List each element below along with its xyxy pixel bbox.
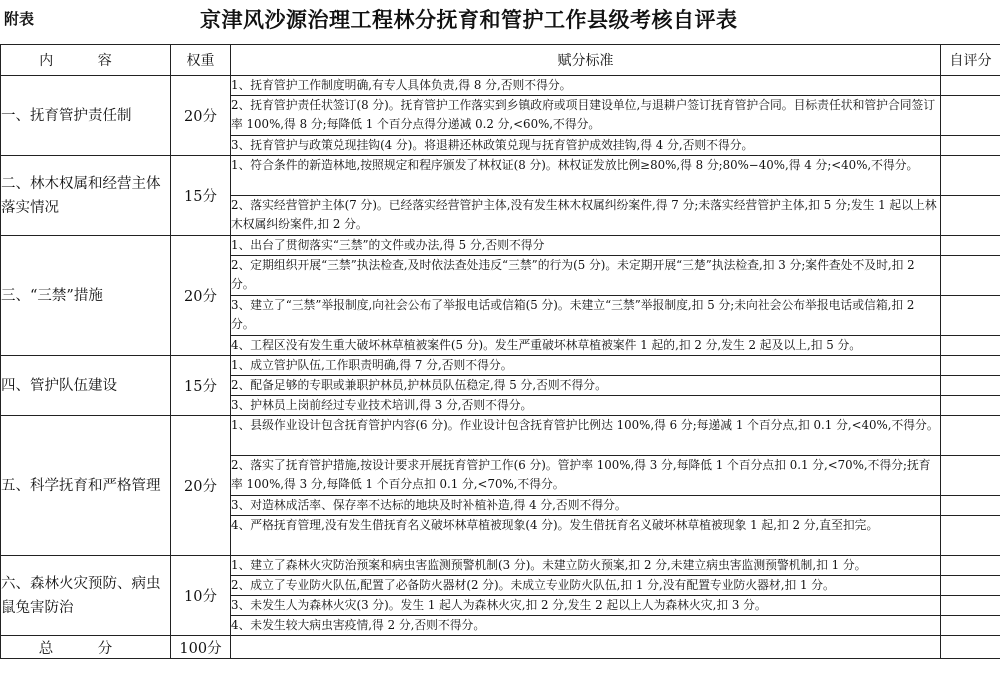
weight-cell: 10分: [171, 556, 231, 636]
self-score-cell[interactable]: [941, 376, 1000, 396]
header-row: [1, 45, 1000, 76]
criteria-cell: 2、定期组织开展“三禁”执法检查,及时依法查处违反“三禁”的行为(5 分)。未定期开展“三楚”执法检查,扣 3 分;案件查处不及时,扣 2 分。: [231, 256, 941, 296]
self-score-cell[interactable]: [941, 496, 1000, 516]
self-score-cell[interactable]: [941, 556, 1000, 576]
table-row: [1, 416, 1000, 456]
category-cell: 四、管护队伍建设: [1, 356, 171, 416]
self-score-cell[interactable]: [941, 236, 1000, 256]
category-cell: 三、“三禁”措施: [1, 236, 171, 356]
self-score-cell[interactable]: [941, 356, 1000, 376]
self-score-cell[interactable]: [941, 456, 1000, 496]
criteria-cell: 3、抚育管护与政策兑现挂钩(4 分)。将退耕还林政策兑现与抚育管护成效挂钩,得 4 分,否则不得分。: [231, 136, 941, 156]
criteria-cell: 2、落实了抚育管护措施,按设计要求开展抚育管护工作(6 分)。管护率 100%,得 3 分,每降低 1 个百分点扣 0.1 分,<70%,不得分;抚育率 100%,得 3 分,每降低 1 个百分点扣 0.1 分,<70%,不得分。: [231, 456, 941, 496]
self-score-cell[interactable]: [941, 596, 1000, 616]
self-score-cell[interactable]: [941, 136, 1000, 156]
total-row: [1, 636, 1000, 659]
criteria-cell: 4、严格抚育管理,没有发生借抚育名义破坏林草植被现象(4 分)。发生借抚育名义破坏林草植被现象 1 起,扣 2 分,直至扣完。: [231, 516, 941, 556]
self-score-cell[interactable]: [941, 576, 1000, 596]
criteria-cell: 1、县级作业设计包含抚育管护内容(6 分)。作业设计包含抚育管护比例达 100%,得 6 分;每递减 1 个百分点,扣 0.1 分,<40%,不得分。: [231, 416, 941, 456]
self-score-cell[interactable]: [941, 256, 1000, 296]
criteria-cell: 4、未发生较大病虫害疫情,得 2 分,否则不得分。: [231, 616, 941, 636]
weight-cell: 15分: [171, 356, 231, 416]
header-self-score: 自评分: [941, 45, 1000, 76]
self-score-cell[interactable]: [941, 336, 1000, 356]
criteria-cell: 1、抚育管护工作制度明确,有专人具体负责,得 8 分,否则不得分。: [231, 76, 941, 96]
self-score-cell[interactable]: [941, 96, 1000, 136]
weight-cell: 20分: [171, 76, 231, 156]
self-score-cell[interactable]: [941, 516, 1000, 556]
evaluation-table: [0, 44, 1000, 659]
table-row: [1, 236, 1000, 256]
header-content: 内 容: [1, 45, 171, 76]
criteria-cell: 2、配备足够的专职或兼职护林员,护林员队伍稳定,得 5 分,否则不得分。: [231, 376, 941, 396]
self-score-cell[interactable]: [941, 616, 1000, 636]
criteria-cell: 3、护林员上岗前经过专业技术培训,得 3 分,否则不得分。: [231, 396, 941, 416]
category-cell: 六、森林火灾预防、病虫鼠兔害防治: [1, 556, 171, 636]
criteria-cell: 1、符合条件的新造林地,按照规定和程序颁发了林权证(8 分)。林权证发放比例≥80%,得 8 分;80%−40%,得 4 分;<40%,不得分。: [231, 156, 941, 196]
attachment-label: 附表: [4, 10, 35, 28]
self-score-cell[interactable]: [941, 296, 1000, 336]
table-row: [1, 76, 1000, 96]
document-title: 京津风沙源治理工程林分抚育和管护工作县级考核自评表: [200, 8, 738, 32]
criteria-cell: 1、建立了森林火灾防治预案和病虫害监测预警机制(3 分)。未建立防火预案,扣 2 分,未建立病虫害监测预警机制,扣 1 分。: [231, 556, 941, 576]
weight-cell: 20分: [171, 236, 231, 356]
header-weight: 权重: [171, 45, 231, 76]
self-score-cell[interactable]: [941, 416, 1000, 456]
category-cell: 五、科学抚育和严格管理: [1, 416, 171, 556]
criteria-cell: 1、成立管护队伍,工作职责明确,得 7 分,否则不得分。: [231, 356, 941, 376]
total-criteria-cell: [231, 636, 941, 659]
weight-cell: 15分: [171, 156, 231, 236]
table-row: [1, 356, 1000, 376]
criteria-cell: 3、未发生人为森林火灾(3 分)。发生 1 起人为森林火灾,扣 2 分,发生 2 起以上人为森林火灾,扣 3 分。: [231, 596, 941, 616]
self-score-cell[interactable]: [941, 156, 1000, 196]
header-criteria: 赋分标准: [231, 45, 941, 76]
weight-cell: 20分: [171, 416, 231, 556]
self-score-cell[interactable]: [941, 196, 1000, 236]
total-label: 总 分: [1, 636, 171, 659]
criteria-cell: 1、出台了贯彻落实“三禁”的文件或办法,得 5 分,否则不得分: [231, 236, 941, 256]
total-self-score-cell[interactable]: [941, 636, 1000, 659]
self-score-cell[interactable]: [941, 76, 1000, 96]
criteria-cell: 2、成立了专业防火队伍,配置了必备防火器材(2 分)。未成立专业防火队伍,扣 1 分,没有配置专业防火器材,扣 1 分。: [231, 576, 941, 596]
criteria-cell: 2、落实经营管护主体(7 分)。已经落实经营管护主体,没有发生林木权属纠纷案件,得 7 分;未落实经营管护主体,扣 5 分;发生 1 起以上林木权属纠纷案件,扣 2 分。: [231, 196, 941, 236]
table-row: [1, 556, 1000, 576]
criteria-cell: 3、建立了“三禁”举报制度,向社会公布了举报电话或信箱(5 分)。未建立“三禁”举报制度,扣 5 分;未向社会公布举报电话或信箱,扣 2 分。: [231, 296, 941, 336]
criteria-cell: 3、对造林成活率、保存率不达标的地块及时补植补造,得 4 分,否则不得分。: [231, 496, 941, 516]
criteria-cell: 4、工程区没有发生重大破坏林草植被案件(5 分)。发生严重破坏林草植被案件 1 起的,扣 2 分,发生 2 起及以上,扣 5 分。: [231, 336, 941, 356]
criteria-cell: 2、抚育管护责任状签订(8 分)。抚育管护工作落实到乡镇政府或项目建设单位,与退耕户签订抚育管护合同。目标责任状和管护合同签订率 100%,得 8 分;每降低 1 个百分点得分递减 0.2 分,<60%,不得分。: [231, 96, 941, 136]
self-score-cell[interactable]: [941, 396, 1000, 416]
category-cell: 二、林木权属和经营主体落实情况: [1, 156, 171, 236]
category-cell: 一、抚育管护责任制: [1, 76, 171, 156]
total-weight: 100分: [171, 636, 231, 659]
table-row: [1, 156, 1000, 196]
